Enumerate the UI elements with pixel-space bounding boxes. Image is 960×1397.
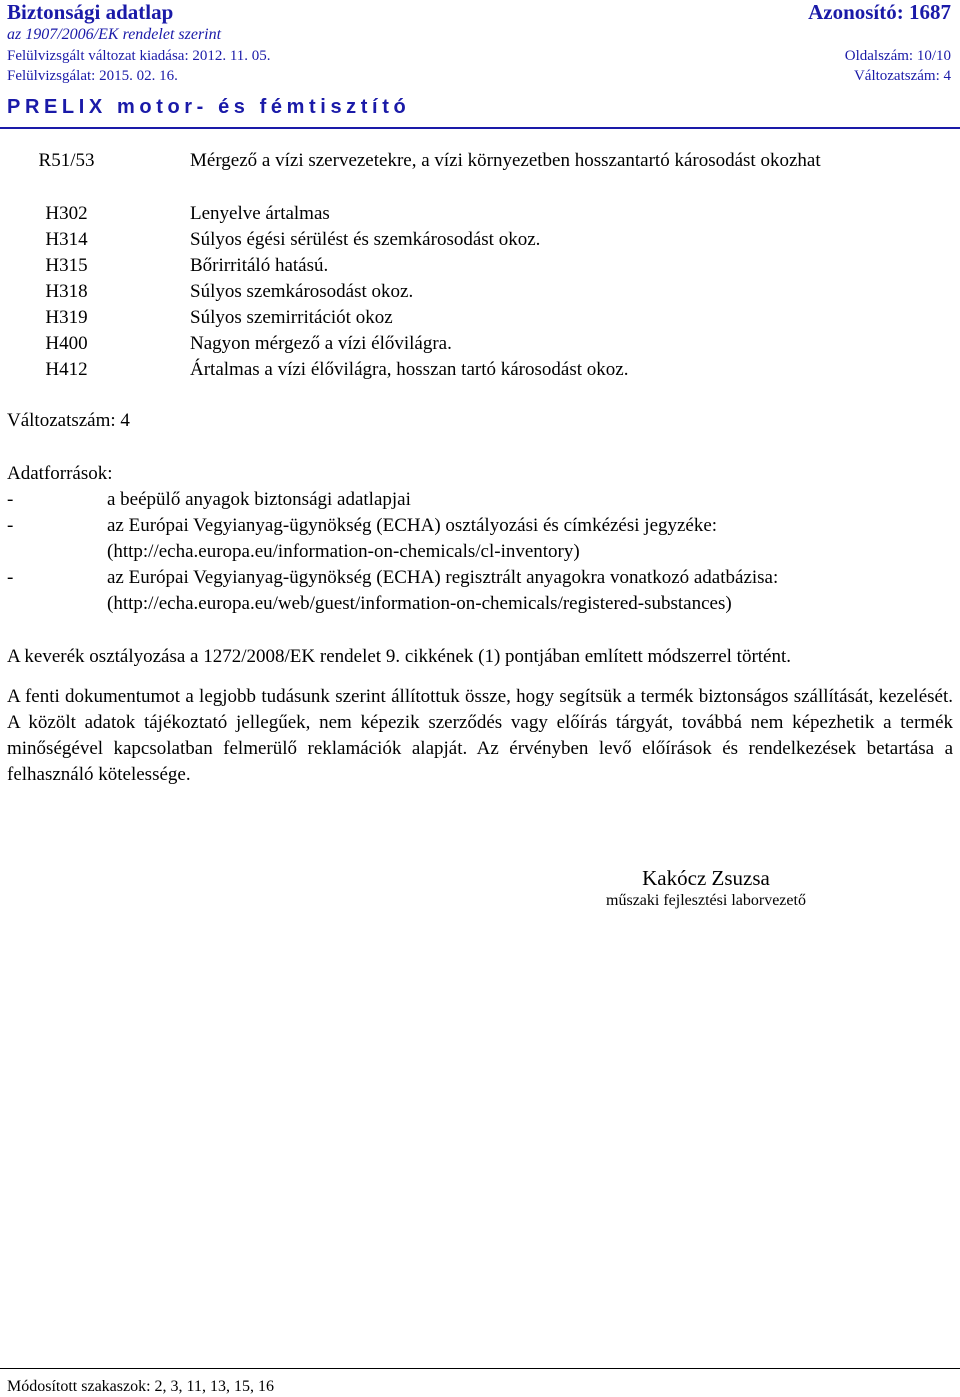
- hazard-code: H400: [45, 333, 88, 354]
- hazard-code: H412: [45, 359, 88, 380]
- page-number: Oldalszám: 10/10: [844, 48, 951, 64]
- hazard-text: Lenyelve ártalmas: [190, 203, 330, 224]
- source-url: (http://echa.europa.eu/information-on-chemicals/cl-inventory): [107, 541, 580, 562]
- product-name: PRELIX motor- és fémtisztító: [7, 96, 411, 118]
- hazard-text: Súlyos szemirritációt okoz: [190, 307, 393, 328]
- source-text: az Európai Vegyianyag-ügynökség (ECHA) regisztrált anyagokra vonatkozó adatbázisa:: [107, 567, 779, 588]
- header-divider: [0, 127, 960, 129]
- hazard-text: Súlyos szemkárosodást okoz.: [190, 281, 414, 302]
- hazard-code: H319: [45, 307, 88, 328]
- version-note: Változatszám: 4: [7, 410, 130, 431]
- source-text: az Európai Vegyianyag-ügynökség (ECHA) osztályozási és címkézési jegyzéke:: [107, 515, 718, 536]
- hazard-text: Ártalmas a vízi élővilágra, hosszan tartó károsodást okoz.: [190, 359, 629, 380]
- hazard-text: Nagyon mérgező a vízi élővilágra.: [190, 333, 452, 354]
- disclaimer-paragraph: A fenti dokumentumot a legjobb tudásunk szerint állítottuk össze, hogy segítsük a termék biztonságos szállítását, kezelését. A közölt adatok tájékoztató jellegűek, nem képezik szerződés vagy előírás tárgyát, továbbá nem képezhetik a termék minőségével kapcsolatban felmerülő reklamációk alapját. Az érvényben levő előírások és rendelkezések betartása a felhasználó kötelessége.: [7, 686, 953, 785]
- hazard-code: H318: [45, 281, 88, 302]
- sources-heading: Adatforrások:: [7, 463, 113, 484]
- r-phrase-code: R51/53: [38, 150, 95, 171]
- source-url: (http://echa.europa.eu/web/guest/information-on-chemicals/registered-substances): [107, 593, 732, 614]
- revision-date: Felülvizsgálat: 2015. 02. 16.: [7, 68, 178, 84]
- hazard-code: H315: [45, 255, 88, 276]
- document-identifier: Azonosító: 1687: [808, 0, 951, 24]
- r-phrase-text: Mérgező a vízi szervezetekre, a vízi környezetben hosszantartó károsodást okozhat: [190, 150, 821, 171]
- signatory-title: műszaki fejlesztési laborvezető: [606, 892, 806, 909]
- regulation-reference: az 1907/2006/EK rendelet szerint: [7, 26, 222, 43]
- hazard-code: H302: [45, 203, 88, 224]
- list-dash: -: [7, 489, 14, 510]
- revised-issue-date: Felülvizsgált változat kiadása: 2012. 11. 05.: [7, 48, 271, 64]
- footer-divider: [0, 1368, 960, 1369]
- modified-sections: Módosított szakaszok: 2, 3, 11, 13, 15, 16: [7, 1378, 274, 1395]
- list-dash: -: [7, 567, 14, 588]
- classification-statement: A keverék osztályozása a 1272/2008/EK rendelet 9. cikkének (1) pontjában említett módszerrel történt.: [7, 646, 792, 667]
- hazard-text: Súlyos égési sérülést és szemkárosodást okoz.: [190, 229, 541, 250]
- document-title: Biztonsági adatlap: [7, 0, 174, 24]
- version-number: Változatszám: 4: [853, 68, 951, 84]
- list-dash: -: [7, 515, 14, 536]
- hazard-text: Bőrirritáló hatású.: [190, 255, 329, 276]
- hazard-code: H314: [45, 229, 88, 250]
- source-text: a beépülő anyagok biztonsági adatlapjai: [107, 489, 411, 510]
- signatory-name: Kakócz Zsuzsa: [642, 866, 770, 890]
